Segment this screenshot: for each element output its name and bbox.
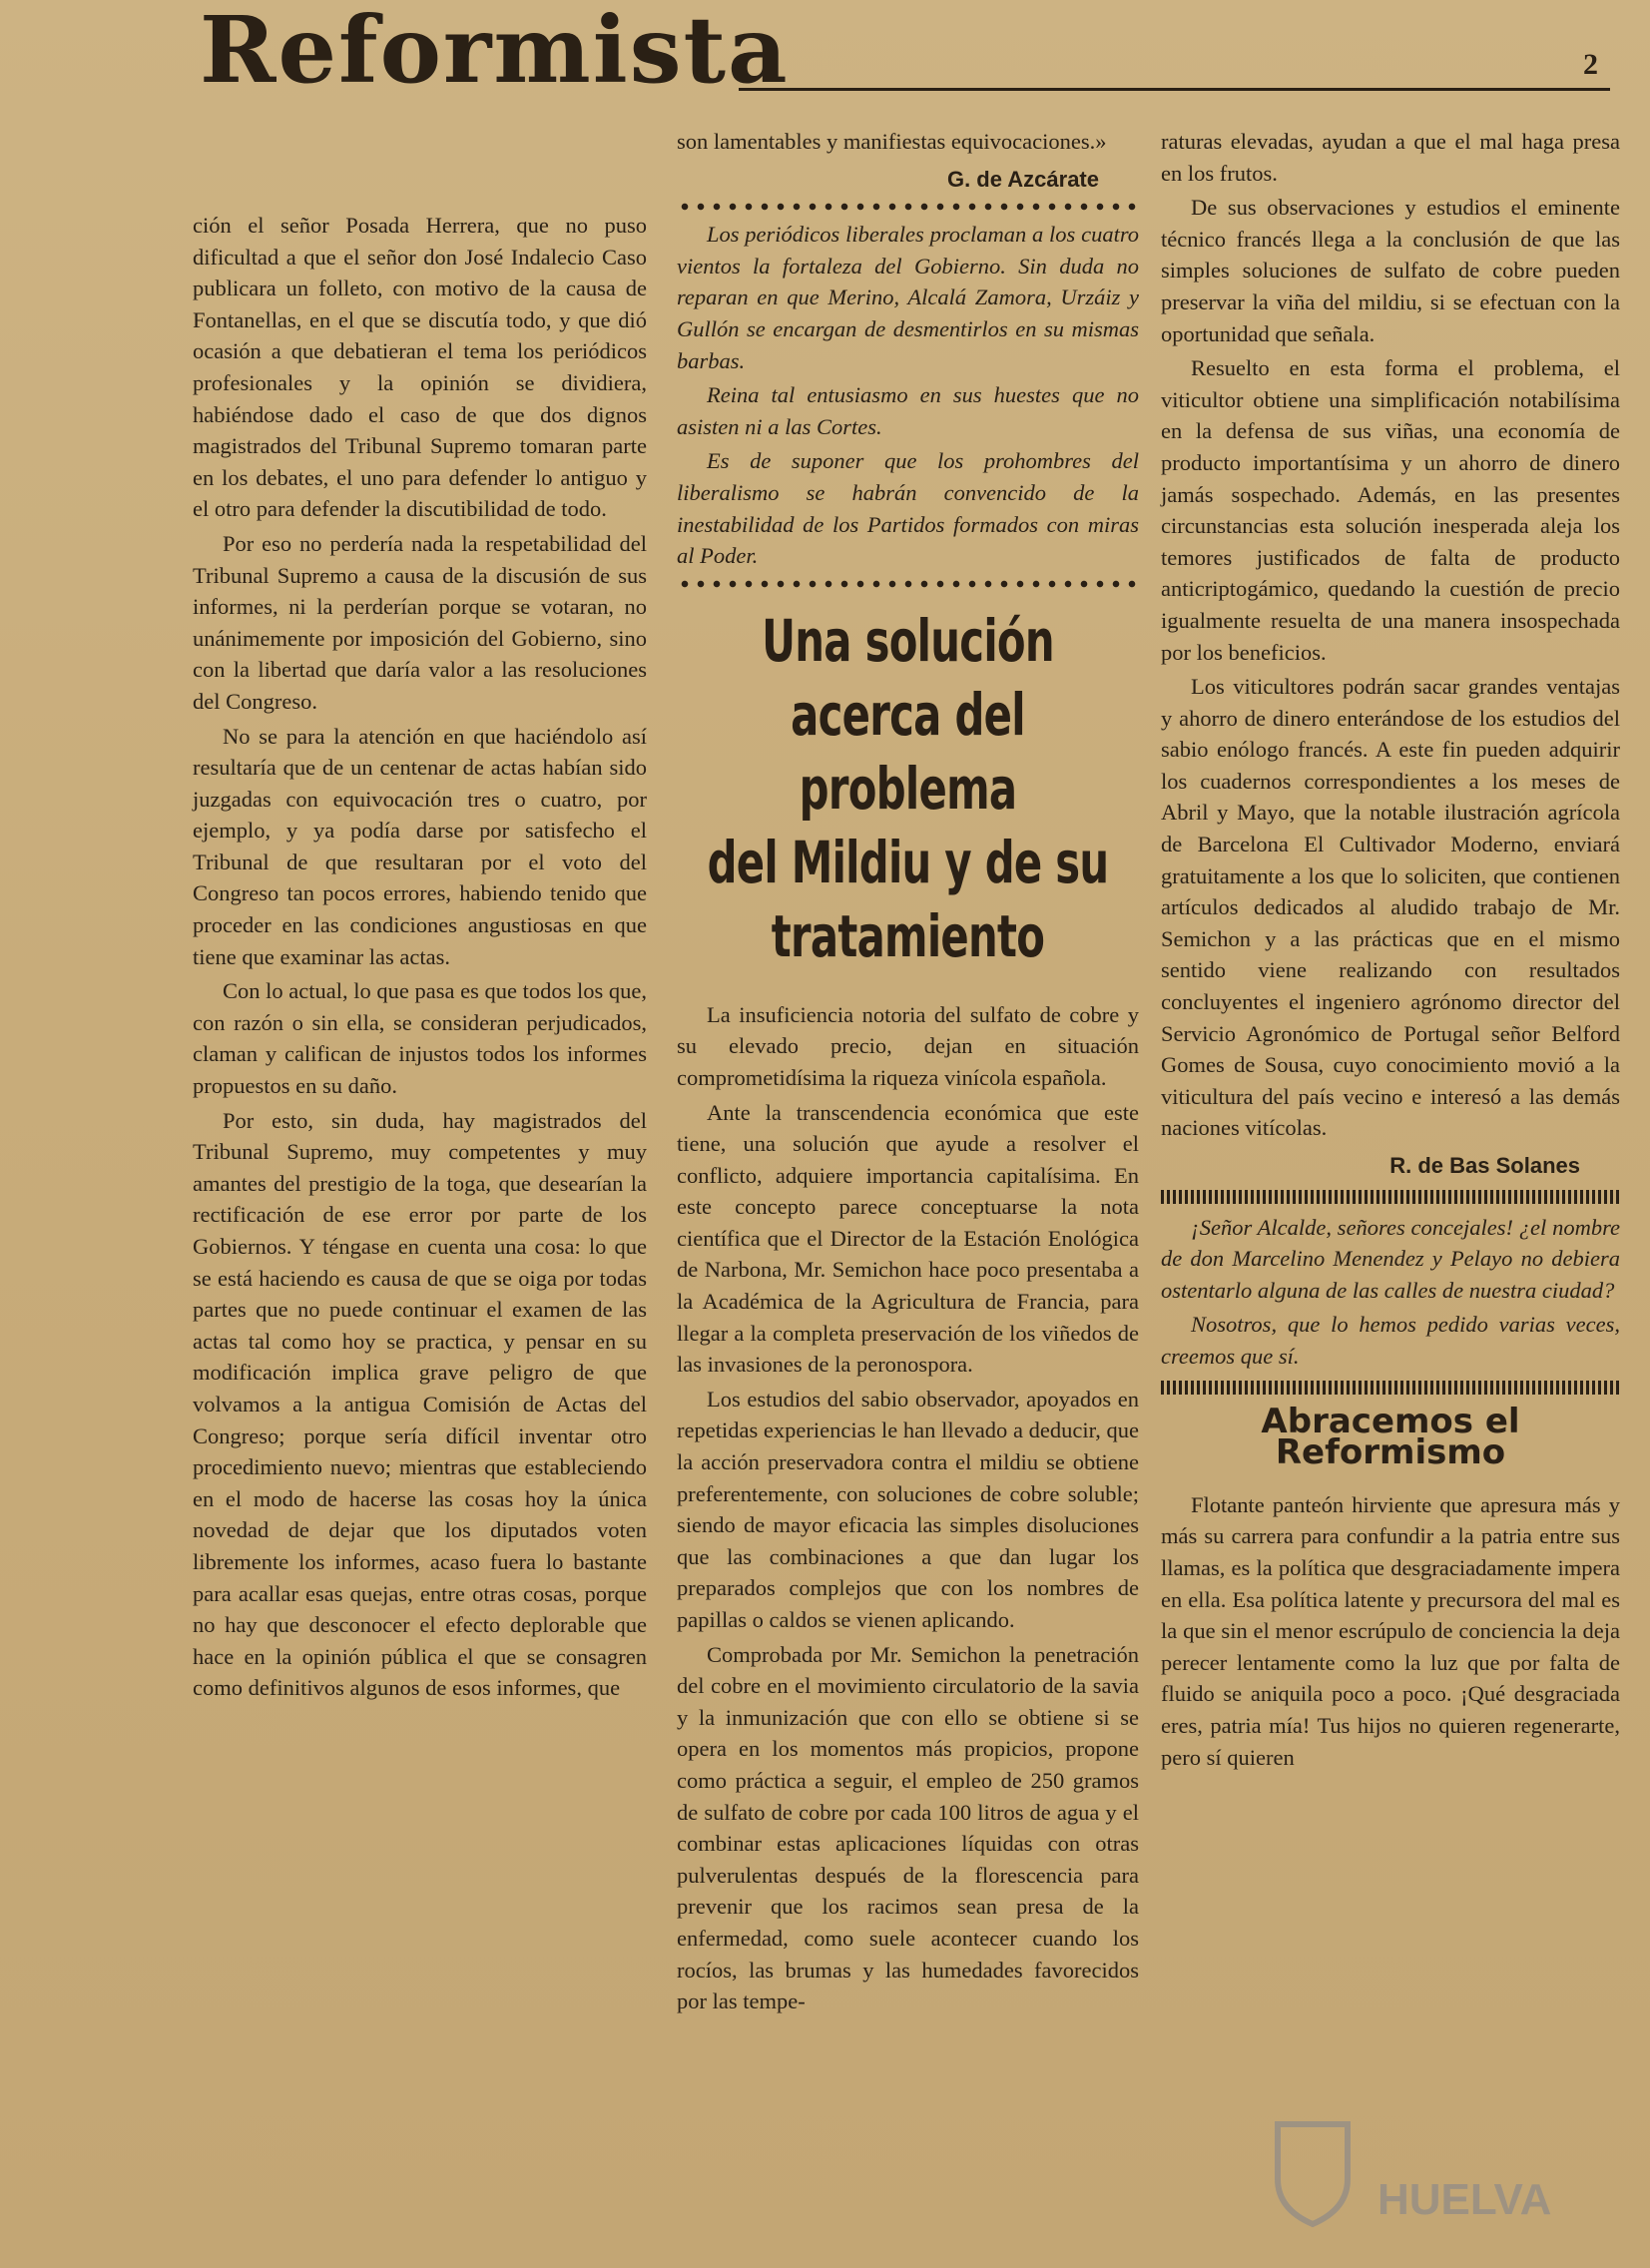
column-3 <box>1161 126 1620 1776</box>
article-headline <box>684 604 1132 973</box>
paragraph: son lamentables y manifiestas equivocaciones.» <box>677 129 1107 154</box>
municipal-note <box>1161 1212 1620 1373</box>
signature: G. de Azcárate <box>946 166 1099 192</box>
paragraph: Es de suponer que los prohombres del liberalismo se habrán convencido de la inestabilidad de los Partidos formados con miras al Poder. <box>677 448 1139 569</box>
paragraph: Con lo actual, lo que pasa es que todos los que, con razón o sin ella, se consideran perjudicados, claman y califican de injustos todos los informes propuestos en su daño. <box>193 978 647 1099</box>
paragraph: De sus observaciones y estudios el eminente técnico francés llega a la conclusión de que las simples soluciones de sulfato de cobre pueden preservar la viña del mildiu, si se efectuan con la oportunidad que señala. <box>1161 195 1620 346</box>
paragraph: ¡Señor Alcalde, señores concejales! ¿el nombre de don Marcelino Menendez y Pelayo no debiera ostentarlo alguna de las calles de nuestra ciudad? <box>1161 1214 1620 1303</box>
column-2 <box>677 126 1139 2020</box>
hatched-divider <box>1161 1190 1620 1204</box>
paragraph: Por eso no perdería nada la respetabilidad del Tribunal Supremo a causa de la discusión de sus informes, ni la perderían porque se votaran, no unánimemente por imposición del Gobierno, sino con la libertad que daría valor a las resoluciones del Congreso. <box>193 530 647 714</box>
paragraph: No se para la atención en que haciéndolo así resultaría que de un centenar de actas habían sido juzgadas con equivocación tres o cuatro, por ejemplo, y ya podía darse por satisfecho el Tribunal de que resultaran por el voto del Congreso tan pocos errores, habiendo tenido que proceder en las condiciones angustiosas en que tiene que examinar las actas. <box>193 723 647 969</box>
paragraph: Reina tal entusiasmo en sus huestes que no asisten ni a las Cortes. <box>677 382 1139 439</box>
section-headline: Abracemos el Reformismo <box>1261 1401 1520 1473</box>
dotted-divider <box>677 201 1139 213</box>
headline-line: Una solución acerca del problema <box>762 606 1054 823</box>
paragraph: La insuficiencia notoria del sulfato de cobre y su elevado precio, dejan en situación comprometidísima la riqueza vinícola española. <box>677 1001 1139 1090</box>
political-note <box>677 219 1139 572</box>
masthead-rule <box>739 88 1610 91</box>
page-number: 2 <box>1583 48 1598 81</box>
paragraph: Los periódicos liberales proclaman a los cuatro vientos la fortaleza del Gobierno. Sin duda no reparan en que Merino, Alcalá Zamora, Urzáiz y Gullón se encargan de desmentirlos en su mismas barbas. <box>677 222 1139 373</box>
masthead-title: Reformista <box>200 0 790 104</box>
signature: R. de Bas Solanes <box>1389 1153 1580 1178</box>
dotted-divider <box>677 578 1139 590</box>
paragraph: raturas elevadas, ayudan a que el mal haga presa en los frutos. <box>1161 129 1620 186</box>
paragraph: Comprobada por Mr. Semichon la penetración del cobre en el movimiento circulatorio de la savia y la inmunización que con ello se obtiene si se opera en los momentos más propicios, propone como práctica a seguir, el empleo de 250 gramos de sulfato de cobre por cada 100 litros de agua y el combinar estas aplicaciones líquidas con otras pulverulentas después de la florescencia para prevenir que los racimos sean presa de la enfermedad, como suele acontecer cuando los rocíos, las brumas y las humedades favorecidos por las tempe- <box>677 1641 1139 2014</box>
hatched-divider <box>1161 1381 1620 1395</box>
paragraph: Los viticultores podrán sacar grandes ventajas y ahorro de dinero enterándose de los estudios del sabio enólogo francés. A este fin pueden adquirir los cuadernos correspondientes a los meses de Abril y Mayo, que la notable ilustración agrícola de Barcelona El Cultivador Moderno, enviará gratuitamente a los que lo soliciten, que contienen artículos dedicados al aludido trabajo de Mr. Semichon y a las prácticas que en el mismo sentido viene realizando con resultados concluyentes el ingeniero agrónomo director del Servicio Agronómico de Portugal señor Belford Gomes de Sousa, cuyo conocimiento movió a la viticultura del país vecino e interesó a las demás naciones vitícolas. <box>1161 674 1620 1141</box>
headline-line: del Mildiu y de su tratamiento <box>707 828 1109 970</box>
paragraph: Flotante panteón hirviente que apresura más y más su carrera para confundir a la patria entre sus llamas, es la política que desgraciadamente impera en ella. Esa política latente y precursora del mal es la que sin el menor escrúpulo de conciencia la deja perecer lentamente como la luz que por falta de fluido se aniquila poco a poco. ¡Qué desgraciada eres, patria mía! Tus hijos no quieren regenerarte, pero sí quieren <box>1161 1491 1620 1770</box>
column-1 <box>193 210 647 1707</box>
paragraph: Ante la transcendencia económica que este tiene, una solución que ayude a resolver el conflicto, adquiere importancia capitalísima. En este concepto parece conceptuarse la nota científica que el Director de la Estación Enológica de Narbona, Mr. Semichon hace poco presentaba a la Académica de la Agricultura de Francia, para llegar a la completa preservación de los viñedos de las invasiones de la peronospora. <box>677 1099 1139 1378</box>
paragraph: Los estudios del sabio observador, apoyados en repetidas experiencias le han llevado a deducir, que la acción preservadora contra el mildiu se obtiene preferentemente, con soluciones de cobre soluble; siendo de mayor eficacia las simples disoluciones que las combinaciones a que dan lugar los preparados complejos que con los nombres de papillas o caldos se vienen aplicando. <box>677 1386 1139 1632</box>
shield-icon <box>1278 2124 1348 2224</box>
paragraph: Por esto, sin duda, hay magistrados del Tribunal Supremo, muy competentes y muy amantes del prestigio de la toga, que desearían la rectificación de ese error por parte de los Gobiernos. Y téngase en cuenta una cosa: lo que se está haciendo es causa de que se oiga por todas partes que no puede continuar el examen de las actas tal como hoy se practica, y pensar en su modificación implica grave peligro de que volvamos a la antigua Comisión de Actas del Congreso; porque sería difícil inventar otro procedimiento nuevo; mientras que estableciendo en el modo de hacerse las cosas hoy la única novedad de dejar que los diputados voten libremente los informes, acaso fuera lo bastante para acallar esas quejas, entre otras cosas, porque no hay que desconocer el efecto deplorable que hace en la opinión pública el que se consagren como definitivos algunos de esos informes, que <box>193 1107 647 1701</box>
archive-stamp <box>1258 2104 1587 2234</box>
paragraph: ción el señor Posada Herrera, que no puso dificultad a que el señor don José Indalecio Caso publicara un folleto, con motivo de la causa de Fontanellas, en el que se discutía todo, y que dió ocasión a que debatieran el tema los periódicos profesionales y la opinión se dividiera, habiéndose dado el caso de que dos dignos magistrados del Tribunal Supremo tomaran parte en los debates, el uno para defender lo antiguo y el otro para defender la discutibilidad de todo. <box>193 213 647 522</box>
stamp-text: HUELVA <box>1377 2175 1552 2224</box>
paragraph: Nosotros, que lo hemos pedido varias veces, creemos que sí. <box>1161 1312 1620 1369</box>
paragraph: Resuelto en esta forma el problema, el viticultor obtiene una simplificación notabilísima en la defensa de sus viñas, una economía de producto importantísima y un ahorro de dinero jamás sospechado. Además, en las presentes circunstancias esta solución inesperada aleja los temores justificados de falta de producto anticriptogámico, quedando la cuestión de precio igualmente resuelta de una manera insospechada por los beneficios. <box>1161 355 1620 665</box>
